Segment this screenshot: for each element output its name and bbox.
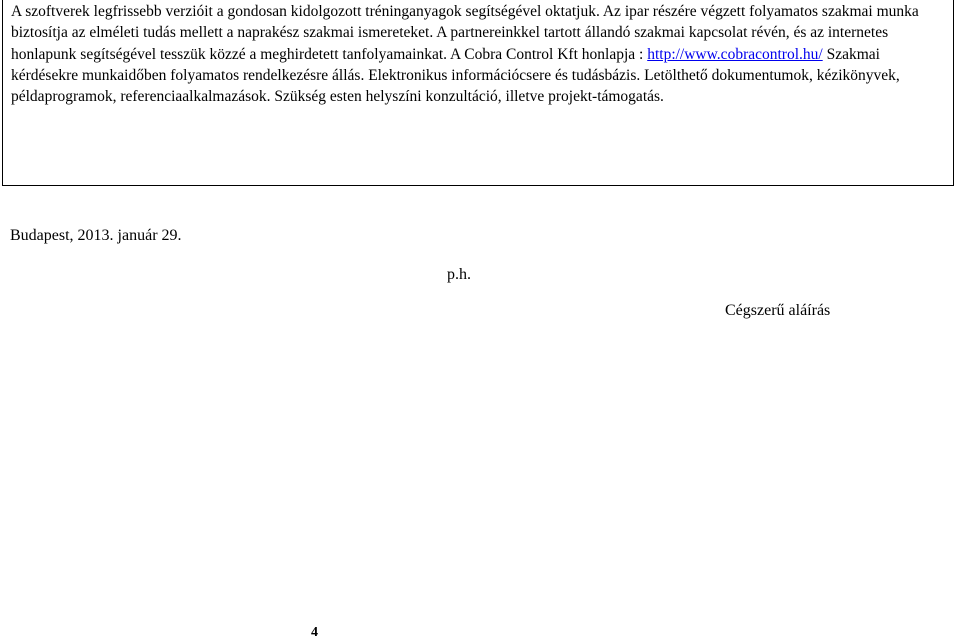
page-number: 4 (311, 625, 318, 640)
description-text-after-link: Szakmai kérdésekre munkaidőben folyamatos rendelkezésre állás. Elektronikus információcsere és tudásbázis. Letölthető dokumentumok, kézikönyvek, példaprogramok, referenciaalkalmazások. Szükség esten helyszíni konzultáció, illetve projekt-támogatás. (11, 45, 900, 106)
date-line: Budapest, 2013. január 29. (10, 227, 182, 244)
signature-label: Cégszerű aláírás (725, 302, 831, 319)
description-box (2, 0, 954, 186)
description-text-before-link: A szoftverek legfrissebb verzióit a gondosan kidolgozott tréninganyagok segítségével oktatjuk. Az ipar részére végzett folyamatos szakmai munka biztosítja az elméleti tudás mellett a naprakész szakmai ismereteket. A partnereinkkel tartott állandó szakmai kapcsolat révén, és az internetes honlapunk segítségével tesszük közzé a meghirdetett tanfolyamainkat. A Cobra Control Kft honlapja : (11, 3, 919, 63)
cobracontrol-website-link[interactable]: http://www.cobracontrol.hu/ (647, 45, 823, 63)
stamp-placeholder-label: p.h. (447, 266, 471, 283)
